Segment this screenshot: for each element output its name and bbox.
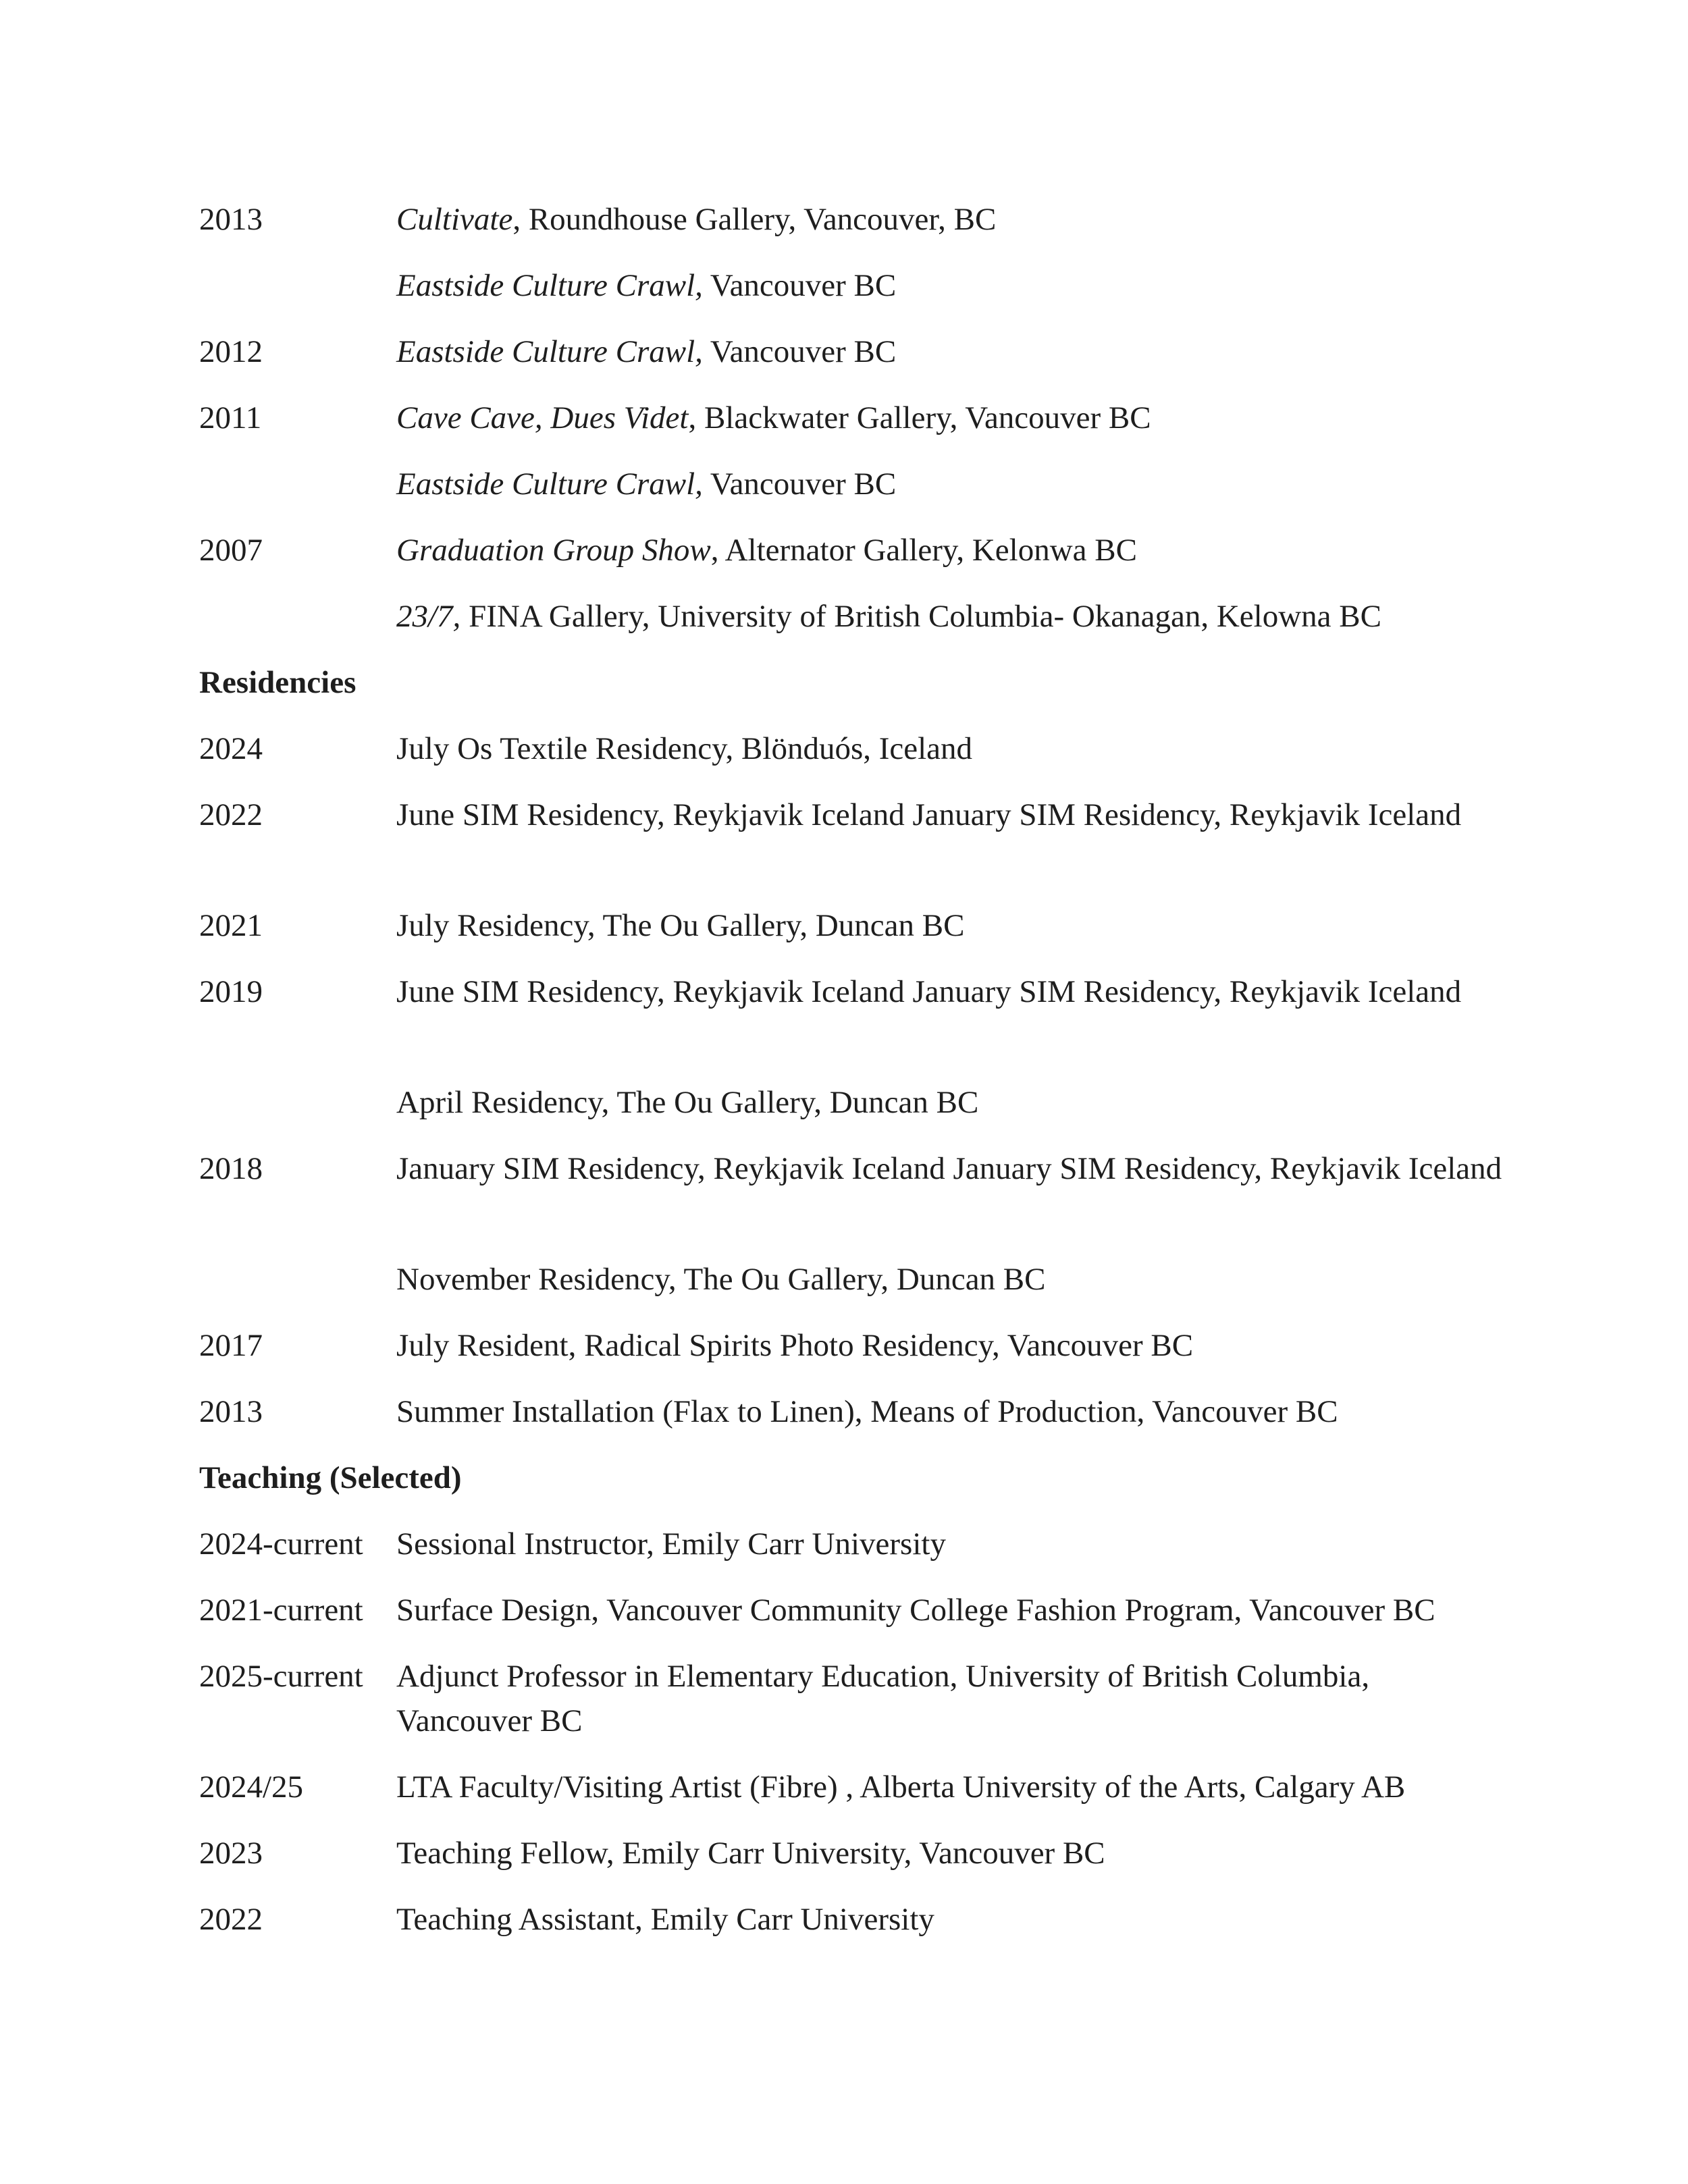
exhibition-entry	[396, 197, 1504, 242]
teaching-heading: Teaching (Selected)	[199, 1460, 462, 1495]
residency-year: 2021	[199, 908, 263, 943]
exhibition-title: Eastside Culture Crawl,	[396, 467, 703, 502]
residency-text: November Residency, The Ou Gallery, Duncan BC	[396, 1262, 1046, 1297]
exhibition-details: Vancouver BC	[702, 268, 897, 303]
teaching-year: 2021-current	[199, 1593, 363, 1628]
exhibition-entry	[396, 594, 1504, 639]
residency-year: 2019	[199, 974, 263, 1009]
residency-text: January SIM Residency, Reykjavik Iceland January SIM Residency, Reykjavik Iceland	[396, 1151, 1502, 1186]
residency-year: 2018	[199, 1151, 263, 1186]
teaching-text: Teaching Fellow, Emily Carr University, Vancouver BC	[396, 1836, 1105, 1871]
residency-text: April Residency, The Ou Gallery, Duncan BC	[396, 1085, 979, 1120]
teaching-text: Adjunct Professor in Elementary Education, University of British Columbia, Vancouver BC	[396, 1659, 1370, 1738]
residency-year: 2024	[199, 731, 263, 766]
residency-text: July Residency, The Ou Gallery, Duncan BC	[396, 908, 965, 943]
exhibition-details: , Blackwater Gallery, Vancouver BC	[688, 400, 1151, 435]
exhibition-entry	[396, 528, 1504, 572]
exhibition-entry	[396, 462, 1504, 506]
teaching-year: 2022	[199, 1902, 263, 1937]
exhibition-year: 2013	[199, 202, 263, 237]
exhibition-title: Graduation Group Show	[396, 533, 711, 568]
residencies-heading: Residencies	[199, 665, 357, 700]
teaching-text: Teaching Assistant, Emily Carr University	[396, 1902, 934, 1937]
exhibition-title: Cultivate	[396, 202, 513, 237]
exhibition-details: Vancouver BC	[702, 467, 897, 502]
residency-text: Summer Installation (Flax to Linen), Means of Production, Vancouver BC	[396, 1394, 1338, 1429]
teaching-year: 2025-current	[199, 1659, 363, 1694]
exhibition-details: Vancouver BC	[702, 334, 897, 369]
teaching-year: 2024/25	[199, 1769, 304, 1805]
teaching-text: Surface Design, Vancouver Community College Fashion Program, Vancouver BC	[396, 1593, 1435, 1628]
exhibition-entry	[396, 396, 1504, 440]
exhibition-title: Eastside Culture Crawl,	[396, 268, 703, 303]
exhibition-title: Eastside Culture Crawl,	[396, 334, 703, 369]
residency-text: July Os Textile Residency, Blönduós, Iceland	[396, 731, 973, 766]
exhibition-title: 23/7,	[396, 599, 461, 634]
exhibition-entry	[396, 329, 1504, 374]
teaching-year: 2023	[199, 1836, 263, 1871]
residency-year: 2013	[199, 1394, 263, 1429]
residency-text: June SIM Residency, Reykjavik Iceland January SIM Residency, Reykjavik Iceland	[396, 797, 1462, 832]
residency-text: July Resident, Radical Spirits Photo Residency, Vancouver BC	[396, 1328, 1194, 1363]
exhibition-year: 2011	[199, 400, 262, 435]
teaching-text: Sessional Instructor, Emily Carr University	[396, 1526, 946, 1562]
exhibition-title: Cave Cave, Dues Videt	[396, 400, 689, 435]
residency-text: June SIM Residency, Reykjavik Iceland January SIM Residency, Reykjavik Iceland	[396, 974, 1462, 1009]
exhibition-details: , Alternator Gallery, Kelonwa BC	[710, 533, 1137, 568]
residency-year: 2022	[199, 797, 263, 832]
exhibition-details: , Roundhouse Gallery, Vancouver, BC	[512, 202, 997, 237]
teaching-year: 2024-current	[199, 1526, 363, 1562]
exhibition-details: FINA Gallery, University of British Columbia- Okanagan, Kelowna BC	[460, 599, 1381, 634]
exhibition-entry	[396, 263, 1504, 308]
exhibition-year: 2007	[199, 533, 263, 568]
teaching-text: LTA Faculty/Visiting Artist (Fibre) , Alberta University of the Arts, Calgary AB	[396, 1769, 1406, 1805]
exhibition-year: 2012	[199, 334, 263, 369]
residency-year: 2017	[199, 1328, 263, 1363]
